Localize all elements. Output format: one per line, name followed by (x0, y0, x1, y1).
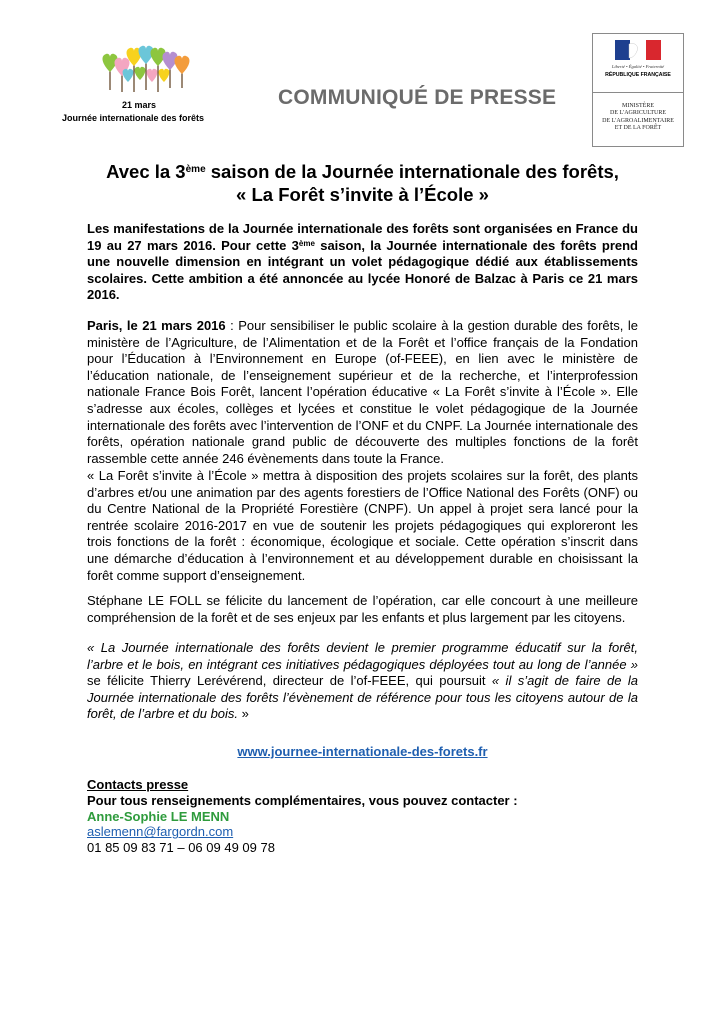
body-paragraph-2: « La Forêt s’invite à l’École » mettra à disposition des projets scolaires sur la forêt, des plants d’arbres et/ou une animation par des agents forestiers de l’Office National des Forêts (ONF) ou du Centre National de la Propriété Forestière (CNPF). Un appel à projet sera lancé pour la rentrée scolaire 2016-2017 en vue de soutenir les projets pédagogiques qui exploreront les trois fonctions de la forêt : économique, écologique et sociale. Cette opération s’inscrit dans une démarche d’éducation à l’environnement et au développement durable en choisissant la forêt comme support d’enseignement. (87, 468, 638, 583)
headline-superscript: ème (185, 164, 206, 175)
contact-email-link[interactable]: aslemenn@fargordn.com (87, 824, 234, 840)
headline-text: Avec la 3 (106, 161, 186, 182)
contacts-heading: Contacts presse (87, 777, 189, 792)
contact-phone: 01 85 09 83 71 – 06 09 49 09 78 (87, 840, 275, 856)
republic-name: RÉPUBLIQUE FRANÇAISE (605, 72, 671, 78)
paragraph-text: : Pour sensibiliser le public scolaire à la gestion durable des forêts, le ministère de l’Agriculture, de l’Alimentation et de la Forêt et l’office français de la Fondation pour l’Éducation à l’Environnement en Europe (of-FEEE), en lien avec le ministère de l’éducation nationale, de l’enseignement supérieur et de la recherche, et l’interprofession nationale France Bois Forêt, lancent l’opération éducative « La Forêt s’invite à l’École ». Elle s’adresse aux écoles, collèges et lycées et constitue le volet pédagogique de la Journée internationale des forêts avec l’intervention de l’ONF et du CNPF. La Journée internationale des forêts, opération nationale grand public de découverte des multiples fonctions de la forêt rassemble cette année 246 évènements dans toute la France. (87, 318, 638, 466)
body-paragraph-1 (87, 318, 638, 467)
dateline: Paris, le 21 mars 2016 (87, 318, 226, 333)
website-line (0, 744, 725, 759)
website-link[interactable]: www.journee-internationale-des-forets.fr (237, 744, 488, 759)
republic-motto: Liberté • Égalité • Fraternité (611, 64, 665, 69)
trees-hearts-icon (96, 42, 196, 98)
french-flag-icon (615, 40, 661, 60)
quote-close: » (238, 706, 249, 722)
intro-text: Les manifestations de la Journée internationale des forêts sont organisées en France du 19 au 27 mars 2016. Pour cette 3 (87, 221, 638, 253)
body-paragraph-3: Stéphane LE FOLL se félicite du lancement de l’opération, car elle concourt à une meilleure compréhension de la forêt et de ses enjeux par les enfants et plus largement par les citoyens. (87, 593, 638, 625)
event-logo (62, 42, 232, 122)
press-contacts (87, 777, 518, 856)
quote-attribution: se félicite Thierry Lerévérend, directeur de l’of-FEEE, qui poursuit (87, 673, 492, 689)
ministry-name (593, 93, 683, 133)
ministry-block (592, 33, 684, 147)
intro-superscript: ème (298, 238, 315, 248)
quote-paragraph (87, 640, 638, 723)
headline (40, 160, 685, 206)
quote-text: « La Journée internationale des forêts devient le premier programme éducatif sur la forêt, l’arbre et le bois, en intégrant ces initiatives pédagogiques déployées tout au long de l’année » (87, 640, 638, 672)
ministry-line: DE L'AGROALIMENTAIRE (602, 117, 674, 124)
contacts-subheading: Pour tous renseignements complémentaires, vous pouvez contacter : (87, 792, 518, 808)
ministry-line: ET DE LA FORÊT (614, 125, 662, 132)
ministry-line: MINISTÈRE (622, 103, 654, 109)
headline-line-1 (40, 160, 685, 183)
marianne-logo (593, 34, 683, 93)
intro-paragraph (87, 221, 638, 304)
logo-date: 21 mars (122, 100, 157, 110)
ministry-line: DE L'AGRICULTURE (609, 110, 667, 117)
intro-text: saison, la Journée internationale des forêts prend une nouvelle dimension en intégrant un volet pédagogique dédié aux établissements scolaires. Cette ambition a été annoncée au lycée Honoré de Balzac à Paris ce 21 mars 2016. (87, 237, 638, 303)
contact-name: Anne-Sophie LE MENN (87, 808, 230, 824)
headline-line-2: « La Forêt s’invite à l’École » (236, 184, 489, 205)
logo-name: Journée internationale des forêts (62, 113, 205, 123)
quote-text: « il s’agit de faire de la Journée internationale des forêts l’évènement de référence pour tous les citoyens autour de la forêt, de l’arbre et du bois. (87, 673, 638, 722)
communique-title: COMMUNIQUÉ DE PRESSE (278, 86, 557, 109)
headline-text: saison de la Journée internationale des forêts, (205, 161, 619, 182)
